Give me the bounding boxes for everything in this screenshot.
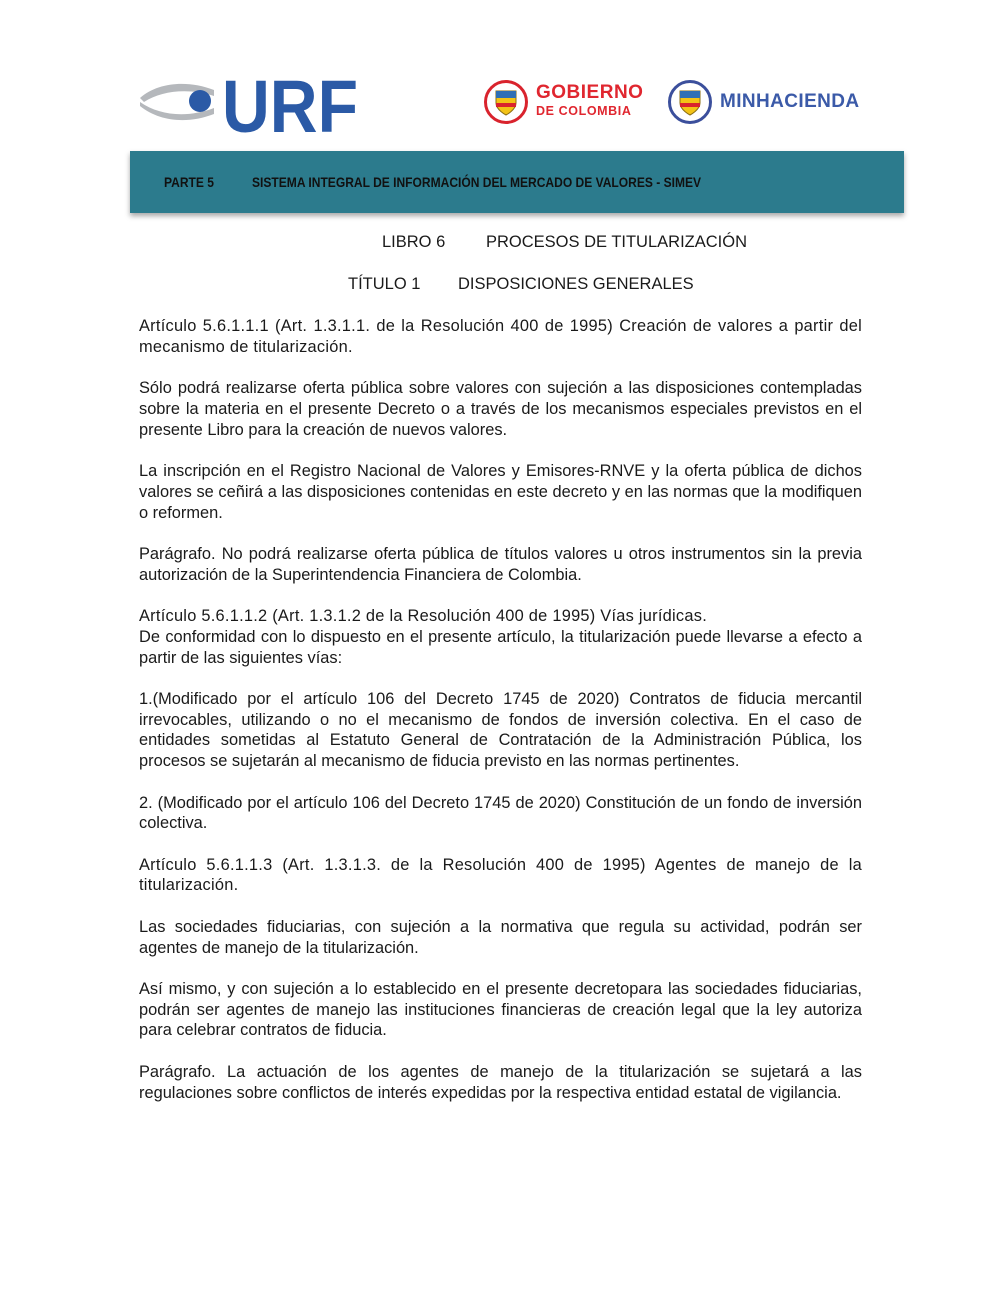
paragraph: Parágrafo. No podrá realizarse oferta pública de títulos valores u otros instrumentos sin la previa autorización de la Superintendencia Financiera de Colombia. — [139, 544, 862, 584]
libro-number: LIBRO 6 — [382, 233, 446, 251]
paragraph: 1.(Modificado por el artículo 106 del Decreto 1745 de 2020) Contratos de fiducia mercantil irrevocables, utilizando o no el mecanismo de fondos de inversión colectiva. En el caso de entidades sometidas al Estatuto General de Contratación de la Administración Pública, los procesos se sujetarán al mecanismo de fiducia previsto en las normas pertinentes. — [139, 689, 862, 771]
document-body — [139, 316, 862, 1124]
paragraph: Las sociedades fiduciarias, con sujeción a la normativa que regula su actividad, podrán ser agentes de manejo de la titularización. — [139, 917, 862, 957]
paragraph: Así mismo, y con sujeción a lo establecido en el presente decretopara las sociedades fiduciarias, podrán ser agentes de manejo las instituciones financieras de creación legal que la ley autoriza para celebrar contratos de fiducia. — [139, 979, 862, 1040]
gobierno-de-colombia-logo — [484, 80, 643, 124]
libro-title: PROCESOS DE TITULARIZACIÓN — [486, 233, 747, 251]
paragraph: Sólo podrá realizarse oferta pública sobre valores con sujeción a las disposiciones contempladas sobre la materia en el presente Decreto o a través de los mecanismos especiales previstos en el presente Libro para la creación de nuevos valores. — [139, 379, 862, 439]
urf-logo-dot — [189, 90, 211, 112]
article-heading: Artículo 5.6.1.1.1 (Art. 1.3.1.1. de la Resolución 400 de 1995) Creación de valores a partir del mecanismo de titularización. — [139, 317, 862, 356]
urf-logo — [138, 68, 360, 140]
paragraph: La inscripción en el Registro Nacional de Valores y Emisores-RNVE y la oferta pública de dichos valores se ceñirá a las disposiciones contenidas en este decreto y en las normas que la modifiquen o reformen. — [139, 461, 862, 522]
colombia-coat-of-arms-icon — [484, 80, 528, 124]
urf-logo-text: URF — [222, 68, 358, 140]
gobierno-logo-line2: DE COLOMBIA — [536, 104, 632, 118]
banner-title: SISTEMA INTEGRAL DE INFORMACIÓN DEL MERCADO DE VALORES - SIMEV — [252, 174, 702, 190]
titulo-title: DISPOSICIONES GENERALES — [458, 275, 694, 293]
parte-banner — [130, 151, 904, 213]
titulo-number: TÍTULO 1 — [348, 275, 421, 293]
minhacienda-coat-of-arms-icon — [668, 80, 712, 124]
article-heading: Artículo 5.6.1.1.2 (Art. 1.3.1.2 de la Resolución 400 de 1995) Vías jurídicas. — [139, 606, 707, 625]
paragraph: Parágrafo. La actuación de los agentes de manejo de la titularización se sujetará a las regulaciones sobre conflictos de interés expedidas por la respectiva entidad estatal de vigilancia. — [139, 1062, 862, 1102]
minhacienda-logo-text: MINHACIENDA — [720, 91, 860, 112]
libro-heading — [382, 233, 747, 252]
gobierno-logo-line1: GOBIERNO — [536, 82, 644, 103]
banner-parte: PARTE 5 — [164, 174, 214, 190]
minhacienda-logo — [668, 80, 860, 124]
article-heading: Artículo 5.6.1.1.3 (Art. 1.3.1.3. de la Resolución 400 de 1995) Agentes de manejo de la titularización. — [139, 855, 862, 895]
paragraph: 2. (Modificado por el artículo 106 del Decreto 1745 de 2020) Constitución de un fondo de inversión colectiva. — [139, 793, 862, 833]
paragraph: De conformidad con lo dispuesto en el presente artículo, la titularización puede llevarse a efecto a partir de las siguientes vías: — [139, 627, 862, 667]
titulo-heading — [348, 275, 694, 294]
